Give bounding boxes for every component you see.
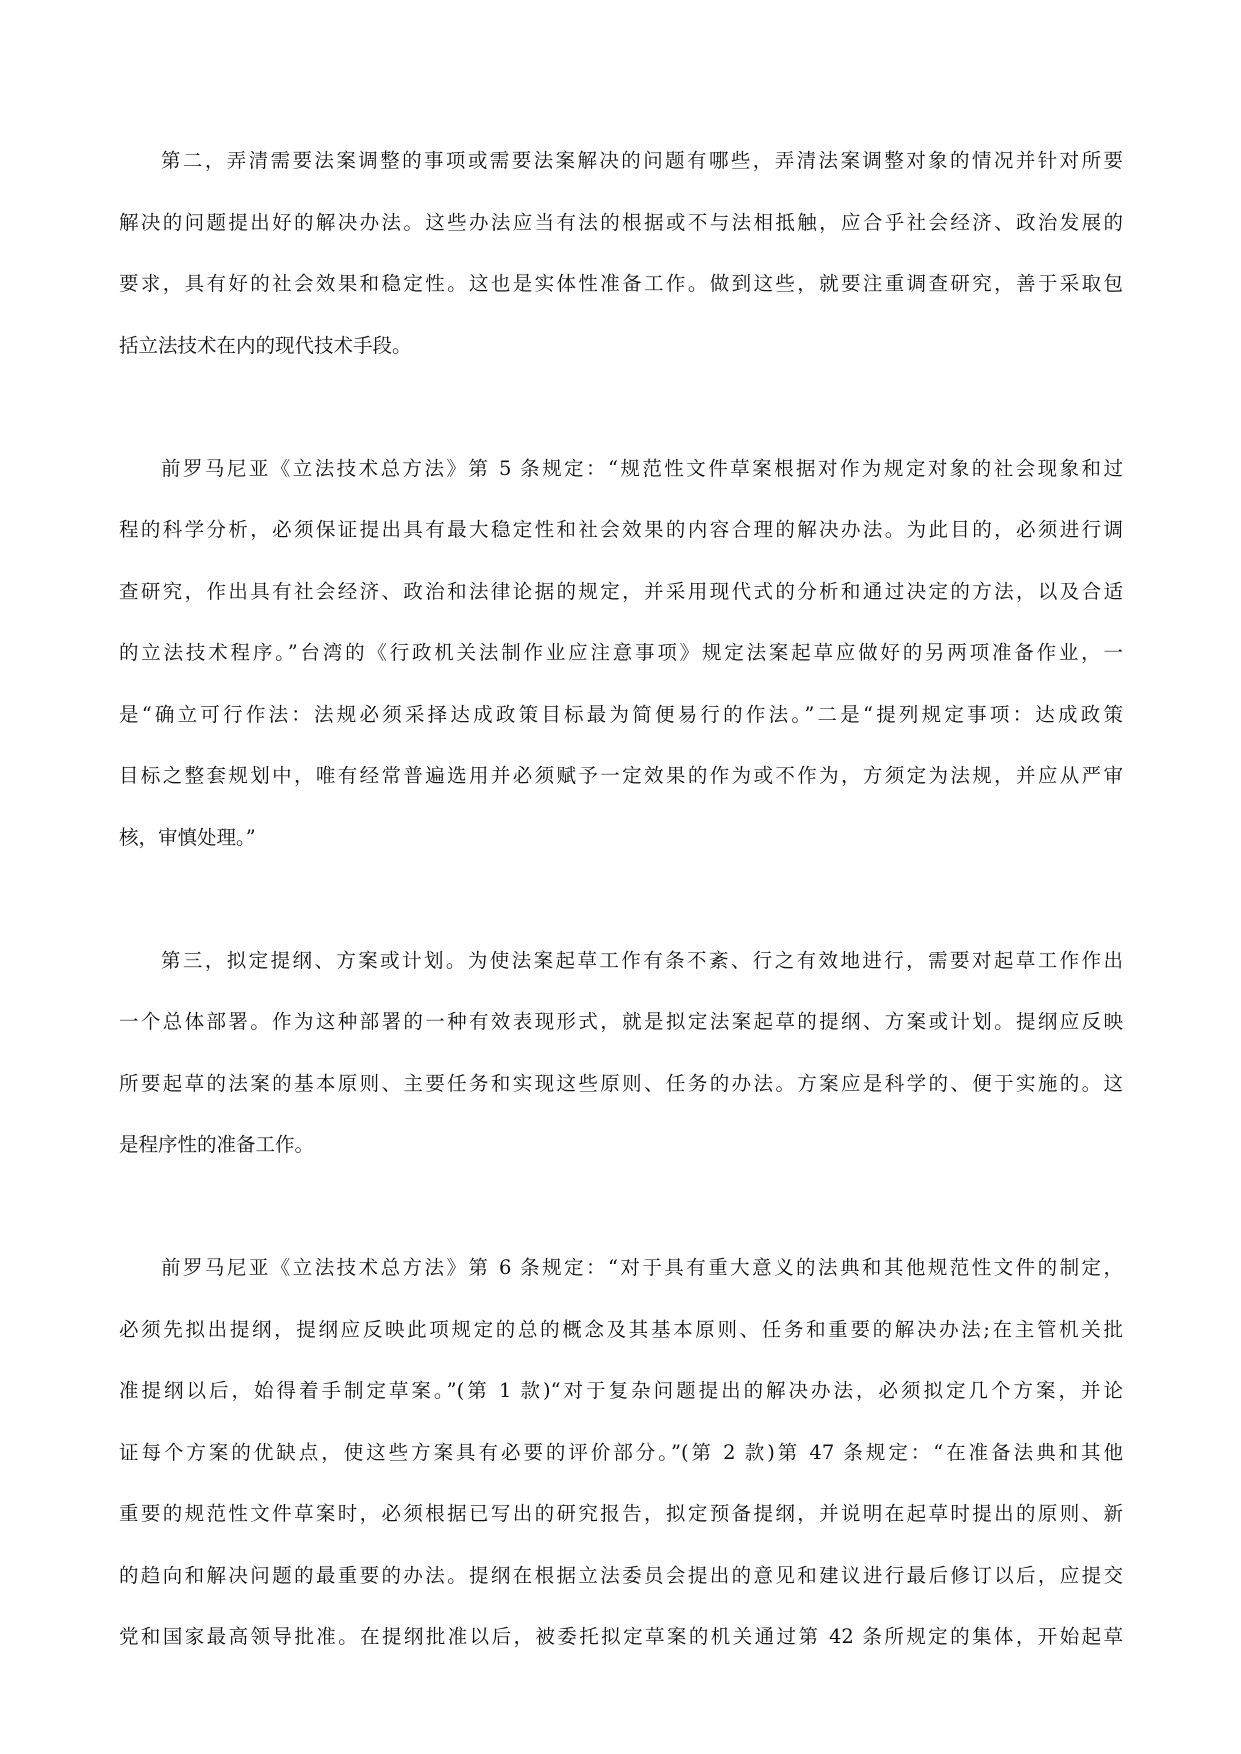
text-line: 前罗马尼亚《立法技术总方法》第 5 条规定：“规范性文件草案根据对作为规定对象的社会现象和过: [161, 456, 1123, 480]
text-line: 程的科学分析，必须保证提出具有最大稳定性和社会效果的内容合理的解决办法。为此目的，必须进行调: [119, 518, 1123, 541]
text-line: 是“确立可行作法：法规必须采择达成政策目标最为简便易行的作法。”二是“提列规定事项：达成政策: [119, 702, 1123, 726]
text-line: 准提纲以后，始得着手制定草案。”(第 1 款)“对于复杂问题提出的解决办法，必须拟定几个方案，并论: [119, 1379, 1123, 1402]
text-line: 前罗马尼亚《立法技术总方法》第 6 条规定：“对于具有重大意义的法典和其他规范性文件的制定，: [161, 1256, 1123, 1279]
text-line: 一个总体部署。作为这种部署的一种有效表现形式，就是拟定法案起草的提纲、方案或计划。提纲应反映: [119, 1010, 1123, 1033]
paragraph-1: [119, 130, 1123, 376]
text-line: 所要起草的法案的基本原则、主要任务和实现这些原则、任务的办法。方案应是科学的、便于实施的。这: [119, 1071, 1123, 1095]
paragraph-4: [119, 1237, 1123, 1668]
paragraph-spacer: [119, 1176, 1123, 1238]
text-line: 党和国家最高领导批准。在提纲批准以后，被委托拟定草案的机关通过第 42 条所规定的集体，开始起草: [119, 1625, 1123, 1648]
text-line: 查研究，作出具有社会经济、政治和法律论据的规定，并采用现代式的分析和通过决定的方法，以及合适: [119, 579, 1123, 603]
text-line: 解决的问题提出好的解决办法。这些办法应当有法的根据或不与法相抵触，应合乎社会经济、政治发展的: [119, 210, 1123, 234]
text-line: 是程序性的准备工作。: [119, 1133, 315, 1156]
text-line: 证每个方案的优缺点，使这些方案具有必要的评价部分。”(第 2 款)第 47 条规定：“在准备法典和其他: [119, 1440, 1123, 1464]
paragraph-spacer: [119, 868, 1123, 930]
text-line: 目标之整套规划中，唯有经常普遍选用并必须赋予一定效果的作为或不作为，方须定为法规，并应从严审: [119, 764, 1123, 787]
text-line: 的立法技术程序。”台湾的《行政机关法制作业应注意事项》规定法案起草应做好的另两项准备作业，一: [119, 641, 1123, 664]
text-line: 第三，拟定提纲、方案或计划。为使法案起草工作有条不紊、行之有效地进行，需要对起草工作作出: [161, 948, 1123, 972]
paragraph-3: [119, 930, 1123, 1176]
text-line: 第二，弄清需要法案调整的事项或需要法案解决的问题有哪些，弄清法案调整对象的情况并针对所要: [161, 149, 1123, 172]
text-line: 要求，具有好的社会效果和稳定性。这也是实体性准备工作。做到这些，就要注重调查研究，善于采取包: [119, 272, 1123, 295]
paragraph-2: [119, 438, 1123, 869]
text-line: 重要的规范性文件草案时，必须根据已写出的研究报告，拟定预备提纲，并说明在起草时提出的原则、新: [119, 1502, 1123, 1525]
text-line: 必须先拟出提纲，提纲应反映此项规定的总的概念及其基本原则、任务和重要的解决办法;在主管机关批: [119, 1317, 1123, 1341]
document-body: [119, 130, 1123, 1668]
paragraph-spacer: [119, 376, 1123, 438]
text-line: 括立法技术在内的现代技术手段。: [119, 333, 412, 357]
text-line: 的趋向和解决问题的最重要的办法。提纲在根据立法委员会提出的意见和建议进行最后修订以后，应提交: [119, 1563, 1123, 1587]
text-line: 核，审慎处理。”: [119, 825, 256, 849]
